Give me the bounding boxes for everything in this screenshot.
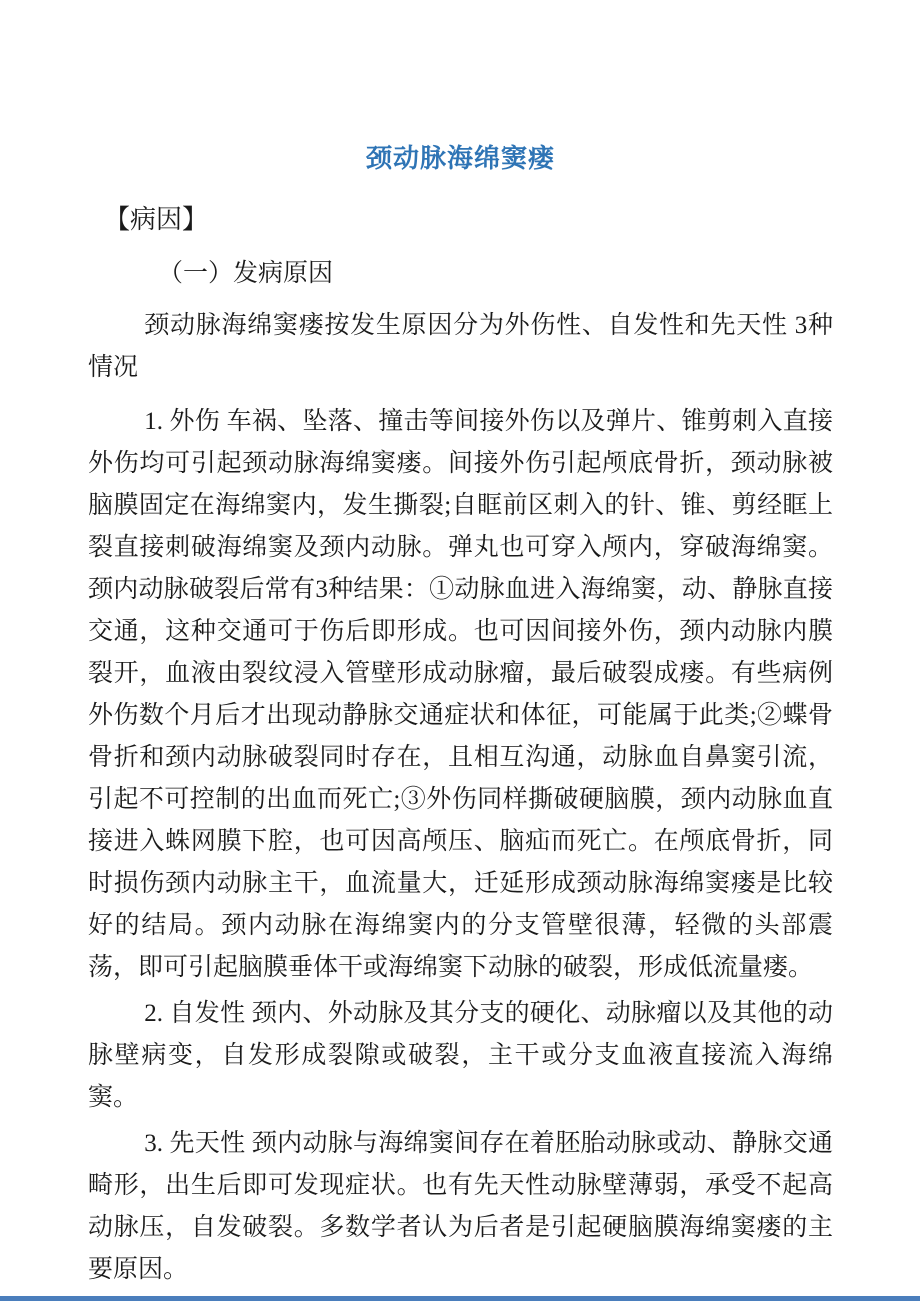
paragraph: 2. 自发性 颈内、外动脉及其分支的硬化、动脉瘤以及其他的动脉壁病变，自发形成裂隙或破裂，主干或分支血液直接流入海绵窦。 [88, 1000, 833, 1111]
paragraph: 3. 先天性 颈内动脉与海绵窦间存在着胚胎动脉或动、静脉交通畸形，出生后即可发现症状。也有先天性动脉壁薄弱，承受不起高动脉压，自发破裂。多数学者认为后者是引起硬脑膜海绵窦瘘的主要原因。 [88, 1130, 833, 1283]
intro-paragraph: 颈动脉海绵窦瘘按发生原因分为外伤性、自发性和先天性 3种情况 [88, 312, 833, 381]
body-paragraphs [88, 401, 833, 1291]
section-heading-etiology: 【病因】 [104, 205, 209, 234]
page-bottom-accent-bar [0, 1296, 920, 1301]
subsection-heading-pathogenesis: （一）发病原因 [158, 260, 334, 287]
document-title: 颈动脉海绵窦瘘 [365, 144, 555, 173]
paragraph: 1. 外伤 车祸、坠落、撞击等间接外伤以及弹片、锥剪刺入直接外伤均可引起颈动脉海绵窦瘘。间接外伤引起颅底骨折，颈动脉被脑膜固定在海绵窦内，发生撕裂;自眶前区刺入的针、锥、剪经眶上裂直接刺破海绵窦及颈内动脉。弹丸也可穿入颅内，穿破海绵窦。颈内动脉破裂后常有3种结果：①动脉血进入海绵窦，动、静脉直接交通，这种交通可于伤后即形成。也可因间接外伤，颈内动脉内膜裂开，血液由裂纹浸入管壁形成动脉瘤，最后破裂成瘘。有些病例外伤数个月后才出现动静脉交通症状和体征，可能属于此类;②蝶骨骨折和颈内动脉破裂同时存在，且相互沟通，动脉血自鼻窦引流，引起不可控制的出血而死亡;③外伤同样撕破硬脑膜，颈内动脉血直接进入蛛网膜下腔，也可因高颅压、脑疝而死亡。在颅底骨折，同时损伤颈内动脉主干，血流量大，迁延形成颈动脉海绵窦瘘是比较好的结局。颈内动脉在海绵窦内的分支管壁很薄，轻微的头部震荡，即可引起脑膜垂体干或海绵窦下动脉的破裂，形成低流量瘘。 [88, 408, 833, 981]
